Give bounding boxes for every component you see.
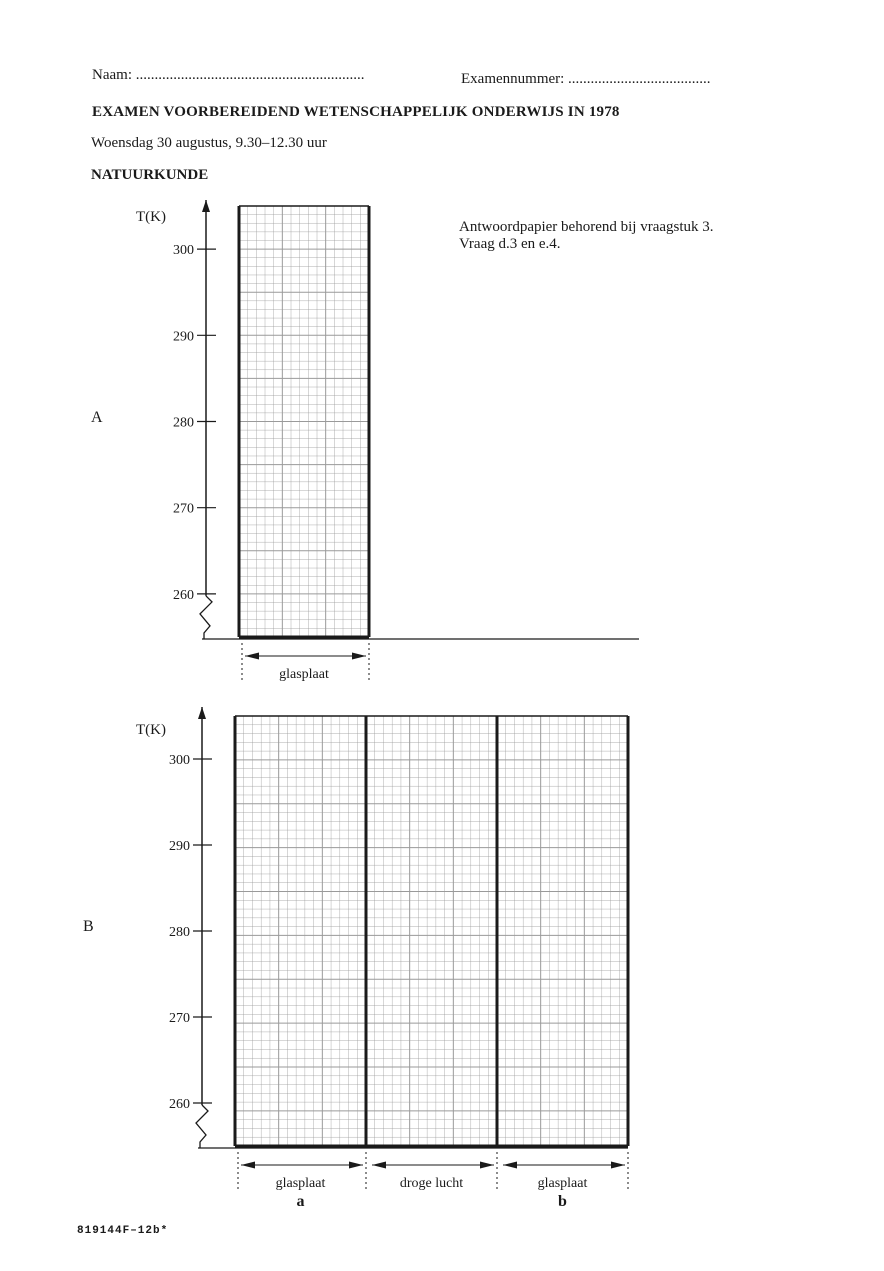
section-label-a: A bbox=[91, 409, 103, 426]
region-label: droge lucht bbox=[399, 1176, 464, 1191]
exam-title: EXAMEN VOORBEREIDEND WETENSCHAPPELIJK ONDERWIJS IN 1978 bbox=[92, 104, 620, 120]
dimension-arrowhead bbox=[349, 1162, 363, 1169]
dimension-arrowhead bbox=[503, 1162, 517, 1169]
region-label: glasplaat bbox=[537, 1176, 588, 1191]
document-code: 819144F–12b* bbox=[77, 1225, 169, 1237]
exam-date: Woensdag 30 augustus, 9.30–12.30 uur bbox=[91, 135, 327, 151]
region-label: glasplaat bbox=[275, 1176, 326, 1191]
dimension-arrowhead bbox=[241, 1162, 255, 1169]
y-axis-arrowhead bbox=[198, 707, 206, 719]
y-tick-label: 260 bbox=[169, 1097, 190, 1112]
y-axis-label-b: T(K) bbox=[136, 722, 166, 738]
region-marker: a bbox=[296, 1193, 305, 1210]
subject-heading: NATUURKUNDE bbox=[91, 167, 209, 183]
section-label-b: B bbox=[83, 918, 94, 935]
y-tick-label: 280 bbox=[173, 415, 194, 431]
y-tick-label: 270 bbox=[173, 501, 194, 517]
y-axis-label-a: T(K) bbox=[136, 209, 166, 225]
dimension-arrowhead bbox=[480, 1162, 494, 1169]
instruction-line-2: Vraag d.3 en e.4. bbox=[459, 236, 561, 252]
y-tick-label: 280 bbox=[169, 925, 190, 940]
dimension-arrowhead bbox=[372, 1162, 386, 1169]
y-tick-label: 290 bbox=[169, 839, 190, 854]
exam-number-field[interactable]: Examennummer: ...................................... bbox=[461, 71, 711, 87]
y-tick-label: 300 bbox=[169, 753, 190, 768]
instruction-line-1: Antwoordpapier behorend bij vraagstuk 3. bbox=[459, 219, 714, 235]
dimension-arrowhead bbox=[611, 1162, 625, 1169]
y-tick-label: 270 bbox=[169, 1011, 190, 1026]
region-label: glasplaat bbox=[279, 667, 329, 682]
region-marker: b bbox=[558, 1193, 567, 1210]
y-tick-label: 260 bbox=[173, 587, 194, 603]
name-field[interactable]: Naam: ............................................................. bbox=[92, 67, 365, 83]
axis-break bbox=[196, 1105, 208, 1148]
y-tick-label: 290 bbox=[173, 329, 194, 345]
y-tick-label: 300 bbox=[173, 243, 194, 259]
